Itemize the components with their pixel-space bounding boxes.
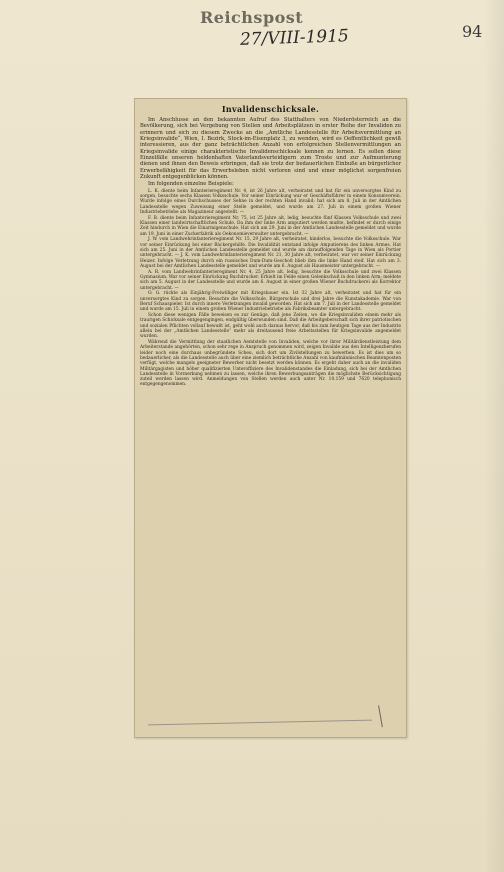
examples-lead: Im folgenden einzelne Beispiele: — [148, 181, 234, 188]
example-paragraph: F. B. diente beim Infanterieregiment Nr. 75, ist 25 Jahre alt, ledig, besuchte fünf Klassen Volksschule und zwei Klassen einer landwirtschaftlichen Schule. Da ihm der linke Arm amputiert werden mußte, befindet er durch einige Zeit hindurch in Wien die Einarmigenschule. Hat sich am 29. Juni in der Amtlichen Landesstelle gemeldet und wurde am 19. Juni in einer Zuckerfabrik als Oekonomieverwalter untergebracht. — — [140, 215, 401, 237]
conclusion-paragraph: Schon diese wenigen Fälle beweisen es zur Genüge, daß jene Zeiten, wo die Kriegsinvaliden einem mehr als traurigen Schicksale entgegengingen, endgültig überwunden sind. Daß die Arbeitgeberschaft sich ihrer patriotischen und sozialen Pflichten vollauf bewußt ist, geht wohl auch daraus hervor, daß bis zum heutigen Tage aus der Industrie allein bei der „Amtlichen Landesstelle“ mehr als dreitausend freie Arbeitsstellen für Kriegsinvalide angemeldet wurden. — [140, 313, 401, 340]
example-paragraph: A. R. vom Landwehrinfanterieregiment Nr. 4, 25 Jahre alt, ledig, besuchte die Volksschule und zwei Klassen Gymnasium. War vor seiner Einrückung Buchdrucker. Erhielt im Felde einen Gelenkschuß in den linken Arm; meldete sich am 5. August in der Landesstelle und wurde am 6. August in einer großen Wiener Buchdruckerei als Korrektor untergebracht. — — [140, 269, 401, 291]
handwritten-date: 27/VIII-1915 — [239, 26, 350, 50]
article-title: Invalidenschicksale. — [221, 104, 320, 114]
example-paragraph: L. K. diente beim Infanterieregiment Nr. 4, ist 26 Jahre alt, verheiratet und hat für ein unversorgtes Kind zu sorgen, besuchte sechs Klassen Volksschule. Vor seiner Einrückung war er Geschäftsführer in einem Konsumverein. Wurde infolge eines Durchschusses der Sehne in der rechten Hand invalid; hat sich am 8. Juli in der Amtlichen Landesstelle wegen Zuweisung einer Stelle gemeldet, und wurde am 27. Juli in einem großen Wiener Industriebetriebe als Magazineur angestellt. — — [140, 188, 401, 215]
newspaper-name-stamp: Reichspost — [200, 8, 304, 27]
example-paragraph: J. W. vom Landwehrinfanterieregiment Nr. 15, 29 Jahre alt, verheiratet, kinderlos, besuchte die Volksschule. War vor seiner Einrückung bei einer Bäckergehilfe. Die Invalidität entstand infolge Amputierens des linken Armes. Hat sich am 25. Juni in der Amtlichen Landesstelle gemeldet und wurde am darauffolgenden Tage in Wien als Portier untergebracht. — J. K. vom Landwehrinfanterieregiment Nr. 21, 30 Jahre alt, verheiratet, war vor seiner Einrückung Heizer. Infolge Verletzung durch ein russisches Dum-Dum-Geschoß blieb ihm die linke Hand steif. Hat sich am 3. August bei der Amtlichen Landesstelle gemeldet und wurde am 6. August als Hausmeister untergebracht. — — [140, 237, 401, 269]
closing-paragraph: Während die Vermittlung der staatlichen Aemtstelle von Invaliden, welche vor ihrer Militärdienstleistung dem Arbeiterstande angehörten, schon sehr rege in Anspruch genommen wird, zeigen Invalide aus den Intelligenzberufen leider noch eine durchaus unbegründete Scheu, sich dort um Zivilstellungen zu bewerben. Es ist dies um so bedauerlicher, als die Landesstelle auch über eine ziemlich beträchtliche Anzahl von kaufmännischen Beamtenposten verfügt, welche mangels geeigneter Bewerber nicht besetzt werden können. Es ergeht daher auch an die invaliden Militärgagisten und höher qualifizierten Unteroffiziere des Invalidenstandes die Einladung, sich bei der Amtlichen Landesstelle in Vormerkung nehmen zu lassen, welche ihren Bewerbungsanträgen die möglichste Berücksichtigung zuteil werden lassen wird. Anmeldungen von Stellen werden auch unter Nr. 10.159 und 7620 telephonisch entgegengenommen. — [140, 340, 401, 388]
page-number: 94 — [462, 22, 483, 41]
sheet-shadow — [484, 0, 504, 872]
article-intro: Im Anschlusse an den bekannten Aufruf des Statthalters von Niederösterreich an die Bevölkerung, sich bei Vergebung von Stellen und Arbeitsplätzen in erster Reihe der Invaliden zu erinnern und sich zu diesem Zwecke an die „Amtliche Landesstelle für Arbeitsvermittlung an Kriegsinvalide“, Wien, I. Bezirk, Stock-im-Eisenplatz 3, zu wenden, wird es Oeffentlichkeit gewiß interessieren, aus der ganz beträchtlichen Anzahl von erfolgreichen Stellenvermittlungen an Kriegsinvalide einige charakteristische Invalidenschicksale kennen zu lernen. Es sollen diese Einzelfälle unseren heldenhaften Vaterlandsverteidigern zum Troste und zur Aufmunterung dienen und ihnen den Beweis erbringen, daß sie trotz der bedauerlichen Einbuße an bürgerlicher Erwerbsfähigkeit für das Erwerbsleben nicht verloren sind und einer möglichst sorgenfreien Zukunft entgegenblicken können. — [140, 117, 401, 181]
example-paragraph: O. G. rückte als Einjährig-Freiwilliger mit Kriegsbauer ein. Ist 32 Jahre alt, verheiratet und hat für ein unversorgtes Kind zu sorgen. Besuchte die Volksschule, Bürgerschule und drei Jahre die Kunstakademie. War von Beruf Schauspieler. Ist durch innere Verletzungen invalid geworden. Hat sich am 7. Juli in der Landesstelle gemeldet und wurde am 15. Juli in einem großen Wiener Industriebetriebe als Fabriksbeamter untergebracht. — [140, 291, 401, 313]
newspaper-clipping — [134, 98, 407, 738]
